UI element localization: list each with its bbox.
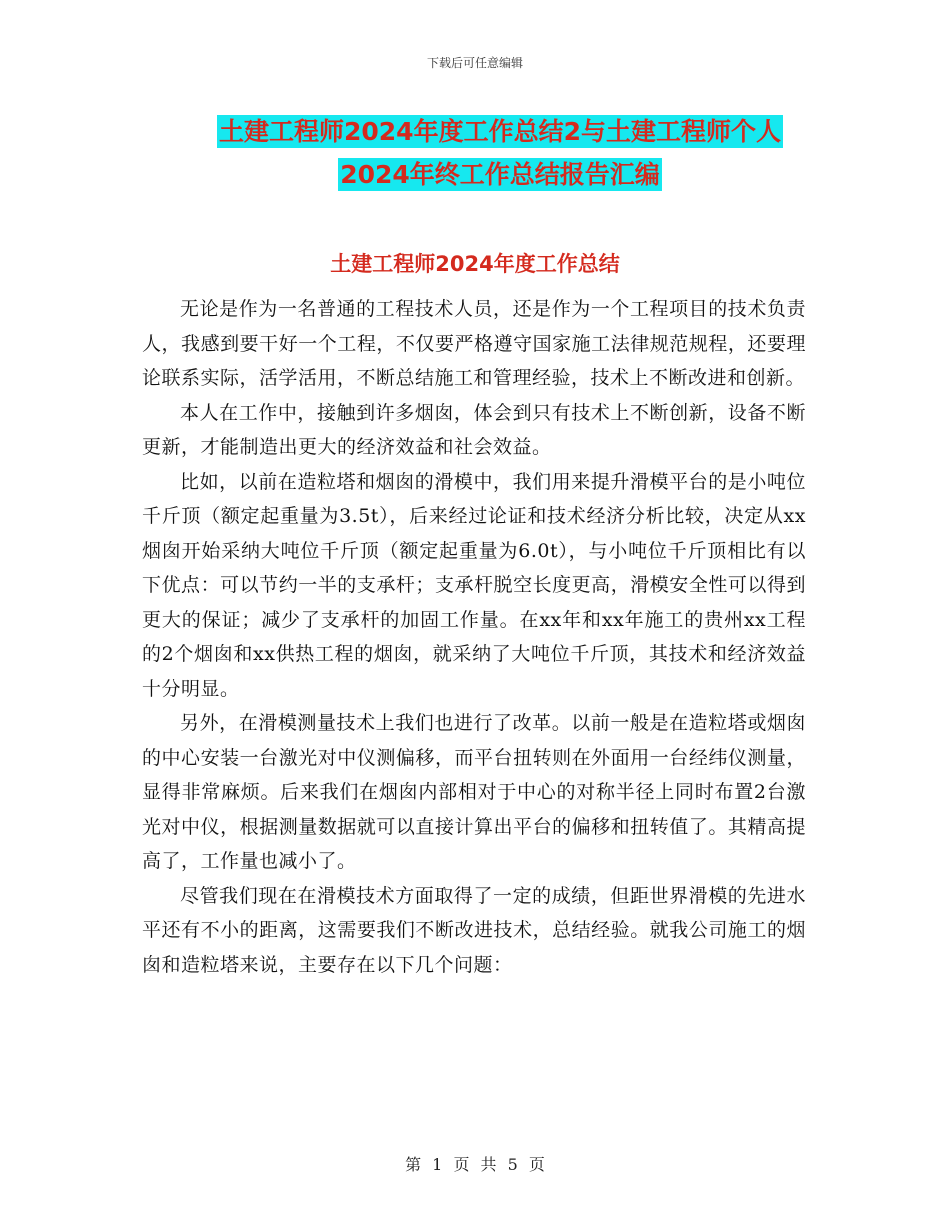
paragraph-4: 另外，在滑模测量技术上我们也进行了改革。以前一般是在造粒塔或烟囱的中心安装一台激光对中仪测偏移，而平台扭转则在外面用一台经纬仪测量，显得非常麻烦。后来我们在烟囱内部相对于中心的对称半径上同时布置2台激光对中仪，根据测量数据就可以直接计算出平台的偏移和扭转值了。其精高提高了，工作量也减小了。 (142, 712, 806, 872)
document-title (120, 110, 880, 196)
section-title: 土建工程师2024年度工作总结 (330, 252, 620, 276)
paragraph-2: 本人在工作中，接触到许多烟囱，体会到只有技术上不断创新，设备不断更新，才能制造出更大的经济效益和社会效益。 (142, 401, 806, 458)
document-title-line1: 土建工程师2024年度工作总结2与土建工程师个人 (219, 117, 781, 146)
paragraph-1: 无论是作为一名普通的工程技术人员，还是作为一个工程项目的技术负责人，我感到要干好一个工程，不仅要严格遵守国家施工法律规范规程，还要理论联系实际，活学活用，不断总结施工和管理经验，技术上不断改进和创新。 (142, 298, 806, 389)
paragraph-3: 比如，以前在造粒塔和烟囱的滑模中，我们用来提升滑模平台的是小吨位千斤顶（额定起重量为3.5t），后来经过论证和技术经济分析比较，决定从xx烟囱开始采纳大吨位千斤顶（额定起重量为6.0t），与小吨位千斤顶相比有以下优点：可以节约一半的支承杆；支承杆脱空长度更高，滑模安全性可以得到更大的保证；减少了支承杆的加固工作量。在xx年和xx年施工的贵州xx工程的2个烟囱和xx供热工程的烟囱，就采纳了大吨位千斤顶，其技术和经济效益十分明显。 (142, 470, 806, 700)
document-title-line2: 2024年终工作总结报告汇编 (340, 160, 660, 189)
body-text (142, 292, 806, 982)
page-number: 第 1 页 共 5 页 (405, 1155, 545, 1174)
header-note: 下载后可任意编辑 (426, 56, 523, 70)
paragraph-5: 尽管我们现在在滑模技术方面取得了一定的成绩，但距世界滑模的先进水平还有不小的距离，这需要我们不断改进技术，总结经验。就我公司施工的烟囱和造粒塔来说，主要存在以下几个问题： (142, 884, 806, 976)
